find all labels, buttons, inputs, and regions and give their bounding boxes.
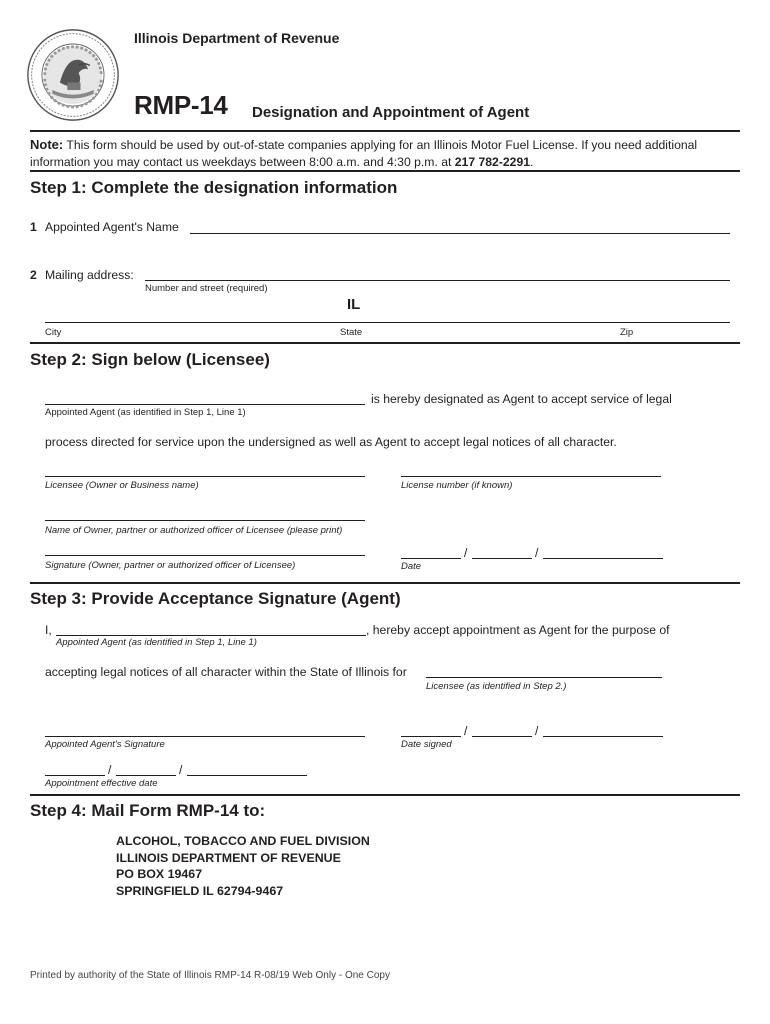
step3-title: Step 3: Provide Acceptance Signature (Agent) <box>30 589 401 608</box>
i-text: I, <box>45 623 52 637</box>
date-slash-icon: / <box>535 724 539 738</box>
step3-licensee-caption: Licensee (as identified in Step 2.) <box>426 681 567 692</box>
step2-title: Step 2: Sign below (Licensee) <box>30 350 270 369</box>
effective-day-line[interactable] <box>116 775 176 776</box>
step3-rule <box>30 582 740 584</box>
step2-agent-caption: Appointed Agent (as identified in Step 1, Line 1) <box>45 407 246 418</box>
address-line: SPRINGFIELD IL 62794-9467 <box>116 883 284 898</box>
step2-agent-field[interactable] <box>45 404 365 405</box>
appointed-agent-name-field[interactable] <box>190 233 730 234</box>
line1-number: 1 <box>30 220 37 234</box>
step1-rule <box>30 170 740 172</box>
licensee-signature-caption: Signature (Owner, partner or authorized officer of Licensee) <box>45 560 296 571</box>
date-slash-icon: / <box>179 763 183 777</box>
state-caption: State <box>340 327 363 338</box>
step4-rule <box>30 794 740 796</box>
note-paragraph <box>30 136 730 171</box>
license-number-caption: License number (if known) <box>401 480 513 491</box>
illinois-state-seal <box>26 28 120 122</box>
accept-text: , hereby accept appointment as Agent for the purpose of <box>366 623 670 637</box>
note-phone: 217 782-2291 <box>454 155 531 169</box>
footer-text: Printed by authority of the State of Illinois RMP-14 R-08/19 Web Only - One Copy <box>30 970 390 981</box>
designated-text: is hereby designated as Agent to accept service of legal <box>371 392 672 406</box>
address-line: ALCOHOL, TOBACCO AND FUEL DIVISION <box>116 834 370 848</box>
mailing-address-block <box>116 833 370 899</box>
accepting-text: accepting legal notices of all character within the State of Illinois for <box>45 665 407 679</box>
date-month-line[interactable] <box>401 558 461 559</box>
date-slash-icon: / <box>464 546 468 560</box>
street-address-field[interactable] <box>145 280 730 281</box>
state-value: IL <box>347 296 361 313</box>
step3-licensee-field[interactable] <box>426 677 662 678</box>
department-name: Illinois Department of Revenue <box>134 30 340 46</box>
date-slash-icon: / <box>535 546 539 560</box>
licensee-name-field[interactable] <box>45 476 365 477</box>
date-signed-day-line[interactable] <box>472 736 532 737</box>
step3-agent-caption: Appointed Agent (as identified in Step 1, Line 1) <box>56 637 257 648</box>
form-number: RMP-14 <box>134 90 228 120</box>
process-text: process directed for service upon the undersigned as well as Agent to accept legal notices of all character. <box>45 435 617 449</box>
appointed-agent-name-label: Appointed Agent's Name <box>45 220 179 234</box>
city-caption: City <box>45 327 62 338</box>
step1-title: Step 1: Complete the designation information <box>30 178 398 197</box>
note-period: . <box>530 155 534 169</box>
effective-month-line[interactable] <box>45 775 105 776</box>
note-text: This form should be used by out-of-state companies applying for an Illinois Motor Fuel License. If you need additional information you may contact us weekdays between 8:00 a.m. and 4:30 p.m. at <box>30 138 698 169</box>
owner-name-field[interactable] <box>45 520 365 521</box>
effective-year-line[interactable] <box>187 775 307 776</box>
date-signed-year-line[interactable] <box>543 736 663 737</box>
agent-signature-field[interactable] <box>45 736 365 737</box>
date-signed-month-line[interactable] <box>401 736 461 737</box>
date-slash-icon: / <box>464 724 468 738</box>
mailing-address-label: Mailing address: <box>45 268 134 282</box>
note-label: Note: <box>30 137 64 152</box>
city-state-zip-field[interactable] <box>45 322 730 323</box>
date-day-line[interactable] <box>472 558 532 559</box>
step4-title: Step 4: Mail Form RMP-14 to: <box>30 801 266 820</box>
step3-agent-field[interactable] <box>56 635 366 636</box>
step2-rule <box>30 342 740 344</box>
licensee-date-caption: Date <box>401 561 422 572</box>
license-number-field[interactable] <box>401 476 661 477</box>
zip-caption: Zip <box>620 327 634 338</box>
date-year-line[interactable] <box>543 558 663 559</box>
licensee-signature-field[interactable] <box>45 555 365 556</box>
effective-date-caption: Appointment effective date <box>45 778 158 789</box>
form-title: Designation and Appointment of Agent <box>252 104 530 121</box>
date-slash-icon: / <box>108 763 112 777</box>
address-line: ILLINOIS DEPARTMENT OF REVENUE <box>116 850 341 865</box>
line2-number: 2 <box>30 268 37 282</box>
header-rule <box>30 130 740 132</box>
owner-name-caption: Name of Owner, partner or authorized officer of Licensee (please print) <box>45 525 343 536</box>
street-caption: Number and street (required) <box>145 283 268 294</box>
address-line: PO BOX 19467 <box>116 867 203 881</box>
agent-signature-caption: Appointed Agent's Signature <box>45 739 165 750</box>
licensee-caption: Licensee (Owner or Business name) <box>45 480 199 491</box>
date-signed-caption: Date signed <box>401 739 452 750</box>
